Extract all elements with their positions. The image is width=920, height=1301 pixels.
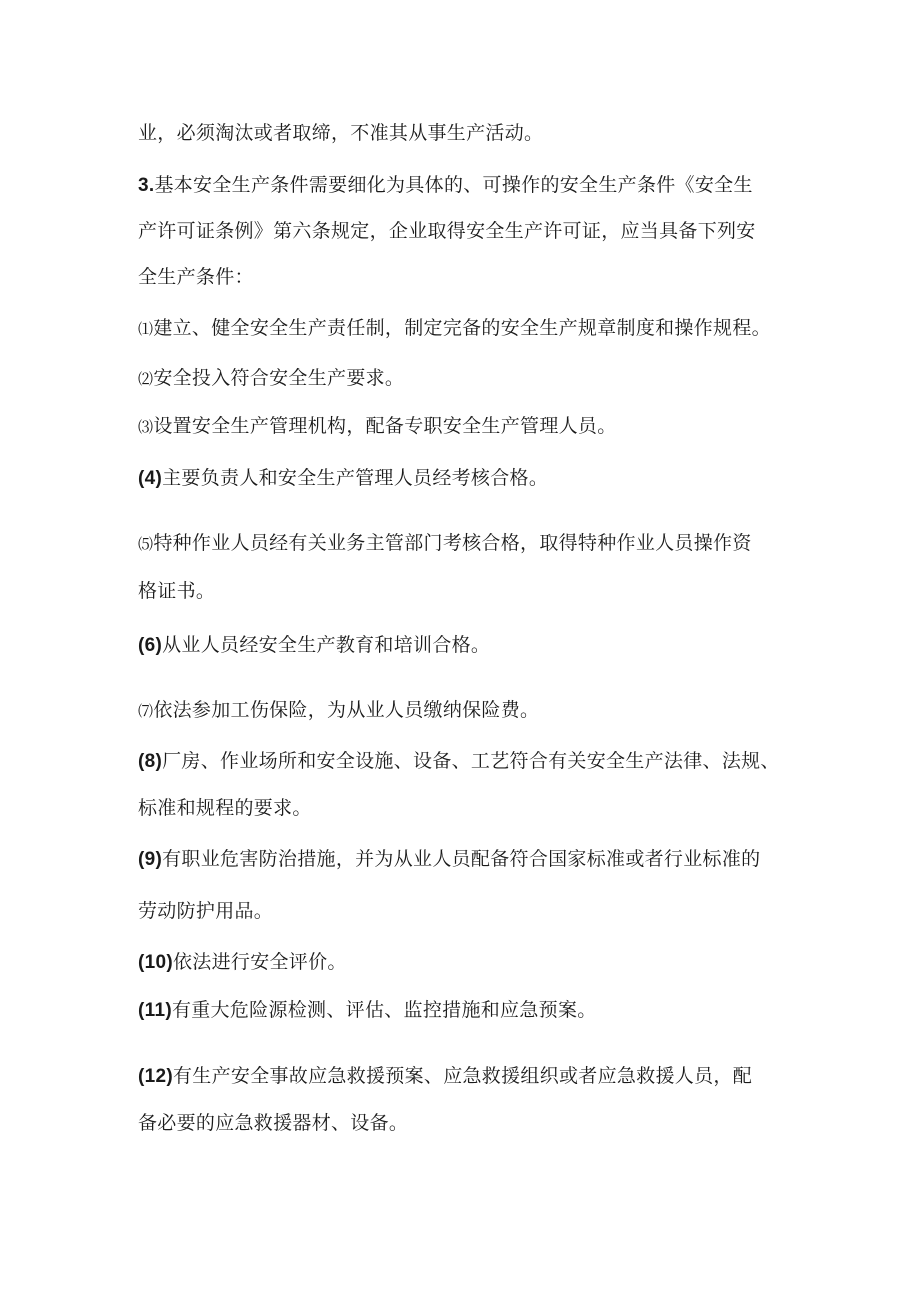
item-marker: ⑵ [138, 370, 154, 388]
text-line [138, 121, 543, 145]
line-text: 有重大危险源检测、评估、监控措施和应急预案。 [171, 999, 597, 1021]
item-marker: (8) [138, 751, 163, 772]
line-text: 劳动防护用品。 [138, 900, 274, 922]
item-marker: ⑸ [138, 535, 154, 553]
item-marker: (9) [138, 849, 163, 870]
line-text: 全生产条件： [138, 266, 254, 288]
text-line [138, 1111, 408, 1135]
text-line [138, 698, 539, 723]
text-line [138, 950, 347, 975]
item-marker: (6) [138, 635, 163, 656]
text-line [138, 749, 780, 774]
line-text: 主要负责人和安全生产管理人员经考核合格。 [162, 467, 549, 489]
line-text: 依法参加工伤保险，为从业人员缴纳保险费。 [153, 699, 540, 721]
text-line [138, 998, 597, 1023]
text-line [138, 466, 548, 491]
line-text: 格证书。 [138, 580, 216, 602]
line-text: 备必要的应急救援器材、设备。 [138, 1112, 409, 1134]
text-line [138, 579, 215, 603]
line-text: 产许可证条例》第六条规定，企业取得安全生产许可证，应当具备下列安 [138, 220, 756, 242]
text-line [138, 414, 617, 439]
line-text: 厂房、作业场所和安全设施、设备、工艺符合有关安全生产法律、法规、 [162, 750, 780, 772]
item-marker: ⑶ [138, 418, 154, 436]
line-text: 特种作业人员经有关业务主管部门考核合格，取得特种作业人员操作资 [153, 532, 752, 554]
text-line [138, 366, 404, 391]
item-marker: (11) [138, 1000, 172, 1021]
text-line [138, 1064, 752, 1089]
line-text: 基本安全生产条件需要细化为具体的、可操作的安全生产条件《安全生 [154, 174, 753, 196]
line-text: 建立、健全安全生产责任制，制定完备的安全生产规章制度和操作规程。 [153, 317, 771, 339]
text-line [138, 316, 771, 341]
line-text: 标准和规程的要求。 [138, 797, 312, 819]
text-line [138, 847, 760, 872]
line-text: 依法进行安全评价。 [173, 951, 347, 973]
text-line [138, 531, 752, 556]
text-line [138, 633, 490, 658]
line-text: 业，必须淘汰或者取缔，不准其从事生产活动。 [138, 122, 544, 144]
line-text: 有生产安全事故应急救援预案、应急救援组织或者应急救援人员，配 [173, 1065, 753, 1087]
line-text: 有职业危害防治措施，并为从业人员配备符合国家标准或者行业标准的 [162, 848, 761, 870]
item-marker: (12) [138, 1066, 173, 1087]
line-text: 设置安全生产管理机构，配备专职安全生产管理人员。 [153, 415, 617, 437]
text-line [138, 265, 254, 289]
item-marker: 3. [138, 175, 155, 196]
text-line [138, 899, 273, 923]
item-marker: ⑺ [138, 702, 154, 720]
line-text: 安全投入符合安全生产要求。 [153, 367, 405, 389]
item-marker: ⑴ [138, 320, 154, 338]
text-line [138, 796, 312, 820]
item-marker: (10) [138, 952, 173, 973]
text-line [138, 219, 756, 243]
item-marker: (4) [138, 468, 163, 489]
text-line [138, 173, 753, 198]
line-text: 从业人员经安全生产教育和培训合格。 [162, 634, 491, 656]
